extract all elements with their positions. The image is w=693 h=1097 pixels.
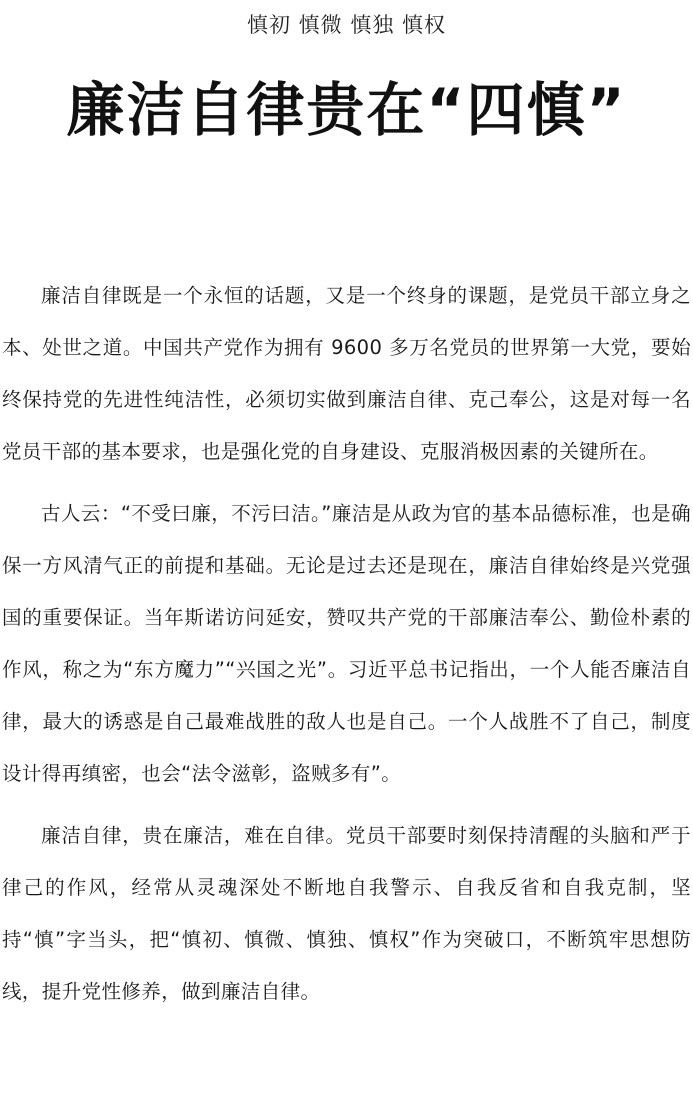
article-paragraph: 廉洁自律既是一个永恒的话题，又是一个终身的课题，是党员干部立身之本、处世之道。中国共产党作为拥有 9600 多万名党员的世界第一大党，要始终保持党的先进性纯洁性，必须切实做到廉洁自律、克己奉公，这是对每一名党员干部的基本要求，也是强化党的自身建设、克服消极因素的关键所在。 <box>2 284 691 463</box>
article-kicker: 慎初 慎微 慎独 慎权 <box>246 13 447 37</box>
article-paragraph: 古人云：“不受曰廉，不污曰洁。”廉洁是从政为官的基本品德标准，也是确保一方风清气正的前提和基础。无论是过去还是现在，廉洁自律始终是兴党强国的重要保证。当年斯诺访问延安，赞叹共产党的干部廉洁奉公、勤俭朴素的作风，称之为“东方魔力”“兴国之光”。习近平总书记指出，一个人能否廉洁自律，最大的诱惑是自己最难战胜的敌人也是自己。一个人战胜不了自己，制度设计得再缜密，也会“法令滋彰，盗贼多有”。 <box>2 502 691 785</box>
article-paragraph: 廉洁自律，贵在廉洁，难在自律。党员干部要时刻保持清醒的头脑和严于律己的作风，经常从灵魂深处不断地自我警示、自我反省和自我克制，坚持“慎”字当头，把“慎初、慎微、慎独、慎权”作为突破口，不断筑牢思想防线，提升党性修养，做到廉洁自律。 <box>2 824 691 1003</box>
article-title: 廉洁自律贵在“四慎” <box>66 76 627 144</box>
article-body <box>2 270 691 1028</box>
